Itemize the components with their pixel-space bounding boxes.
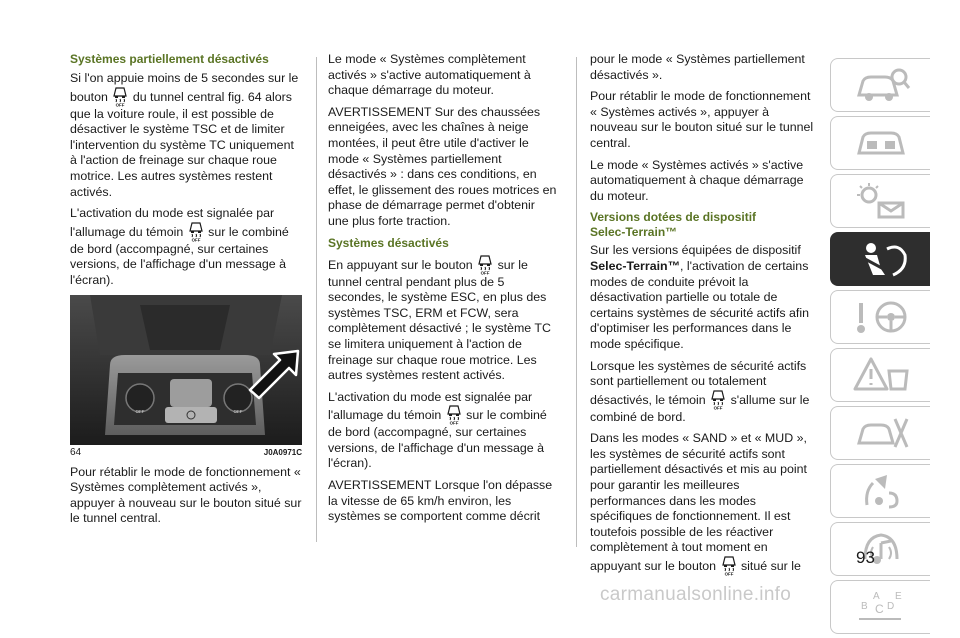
section-heading: Systèmes partiellement désactivés — [70, 52, 269, 66]
driving-icon — [851, 297, 911, 337]
tab-emergency[interactable] — [830, 464, 930, 518]
section-heading: Systèmes désactivés — [328, 235, 449, 250]
paragraph: Pour rétablir le mode de fonctionnement « Systèmes complètement activés », appuyer à nouveau sur le bouton situé sur le tunnel central. — [70, 464, 302, 526]
esc-off-icon — [711, 390, 725, 410]
text: En appuyant sur le bouton — [328, 257, 473, 272]
paragraph — [590, 243, 818, 352]
column-3 — [590, 52, 818, 582]
section-heading — [590, 210, 818, 240]
paragraph — [590, 431, 818, 576]
text: Dans les modes « SAND » et « MUD », les systèmes de sécurité actifs sont partiellement désactivés et mis au point pour garantir les meilleures performances dans les modes spécifiques de fonctionnement. Il est toutefois possible de les réactiver complètement à tout moment en appuyant sur le bouton — [590, 431, 807, 574]
esc-off-icon — [113, 87, 127, 107]
brand-text: Selec-Terrain™ — [590, 258, 680, 273]
paragraph: Pour rétablir le mode de fonctionnement « Systèmes activés », appuyer à nouveau sur le bouton situé sur le tunnel central. — [590, 89, 814, 150]
text: s'allume sur le combiné de bord. — [590, 392, 810, 424]
text: sur le combiné de bord (accompagné, sur certaines versions, de l'affichage d'un message à l'écran). — [70, 224, 289, 287]
column-1 — [70, 52, 302, 533]
index-letter: D — [886, 601, 894, 612]
paragraph: Le mode « Systèmes activés » s'active automatiquement à chaque démarrage du moteur. — [590, 157, 804, 203]
text: Lorsque les systèmes de sécurité actifs sont partiellement ou totalement désactivés, le témoin — [590, 358, 807, 407]
text: du tunnel central fig. 64 alors que la voiture roule, il est possible de désactiver le système TSC et de limiter l'intervention du système TC uniquement à l'action de freinage sur chaque roue motrice. Les autres systèmes restent activés. — [70, 89, 294, 199]
tab-safety[interactable] — [830, 232, 930, 286]
index-letter: B — [860, 601, 868, 612]
esc-off-icon — [722, 556, 736, 576]
car-dashboard-icon — [851, 65, 911, 105]
figure-button-label: OFF — [135, 408, 145, 414]
text: L'activation du mode est signalée par l'allumage du témoin — [328, 389, 533, 423]
index-letter: C — [874, 602, 884, 616]
paragraph — [328, 390, 558, 472]
heading-line: Versions dotées de dispositif — [590, 210, 757, 225]
index-icon — [851, 587, 911, 627]
console-photo — [70, 295, 302, 445]
safety-icon — [851, 239, 911, 279]
paragraph: AVERTISSEMENT Sur des chaussées enneigées, avec les chaînes à neige montées, il peut être utile d'activer le mode « Systèmes partiellement désactivés » : dans ces conditions, en effet, le glissement des roues motrices en phase de démarrage permet d'obtenir une plus forte traction. — [328, 104, 557, 228]
maintenance-icon — [851, 413, 911, 453]
figure-caption — [70, 447, 302, 459]
paragraph — [590, 359, 818, 426]
car-interior-icon — [851, 123, 911, 163]
tab-car-dashboard[interactable] — [830, 58, 930, 112]
text: , l'activation de certains modes de conduite prévoit la désactivation partielle ou totale de certains systèmes de sécurité actifs afin d'optimiser les performances dans le mode spécifique. — [590, 258, 809, 351]
index-letter: A — [872, 591, 880, 602]
text: sur le tunnel central pendant plus de 5 secondes, le système ESC, en plus des systèmes TSC, ERM et FCW, sera complètement désactivé ; le système TC se limitera uniquement à l'action de freinage sur chaque roue motrice. Les autres systèmes restent activés. — [328, 257, 551, 383]
watermark: carmanualsonline.info — [600, 584, 792, 605]
column-divider — [316, 57, 317, 542]
text: Sur les versions équipées de dispositif — [590, 243, 801, 258]
figure-image — [70, 295, 302, 445]
chapter-sidebar — [830, 58, 930, 638]
tab-lights[interactable] — [830, 174, 930, 228]
paragraph: AVERTISSEMENT Lorsque l'on dépasse la vitesse de 65 km/h environ, les systèmes se comportent comme décrit — [328, 478, 553, 524]
page-number: 93 — [856, 548, 875, 567]
tab-multimedia[interactable] — [830, 522, 930, 576]
warning-icon — [851, 355, 911, 395]
tab-warning[interactable] — [830, 348, 930, 402]
esc-off-icon — [447, 405, 461, 425]
tab-car-interior[interactable] — [830, 116, 930, 170]
text: L'activation du mode est signalée par l'allumage du témoin — [70, 206, 275, 239]
esc-off-icon — [478, 255, 492, 275]
text: situé sur le — [740, 559, 801, 574]
paragraph — [328, 255, 558, 384]
paragraph: Le mode « Systèmes complètement activés » s'active automatiquement à chaque démarrage du moteur. — [328, 52, 531, 98]
heading-line: Selec-Terrain™ — [590, 225, 678, 240]
paragraph — [70, 206, 302, 288]
tab-driving[interactable] — [830, 290, 930, 344]
index-letter: E — [894, 591, 902, 602]
esc-off-icon — [189, 222, 203, 242]
text: Si l'on appuie moins de 5 secondes sur le bouton — [70, 71, 299, 104]
paragraph: pour le mode « Systèmes partiellement désactivés ». — [590, 52, 805, 82]
column-divider — [576, 57, 577, 547]
figure-code: J0A0971C — [263, 447, 302, 457]
emergency-icon — [851, 471, 911, 511]
tab-index[interactable] — [830, 580, 930, 634]
paragraph — [70, 71, 302, 200]
tab-maintenance[interactable] — [830, 406, 930, 460]
figure-number: 64 — [70, 446, 82, 458]
figure-button-label: OFF — [233, 408, 243, 414]
lights-icon — [851, 181, 911, 221]
text: sur le combiné de bord (accompagné, sur certaines versions, de l'affichage d'un message à l'écran). — [328, 408, 547, 471]
column-2 — [328, 52, 558, 531]
